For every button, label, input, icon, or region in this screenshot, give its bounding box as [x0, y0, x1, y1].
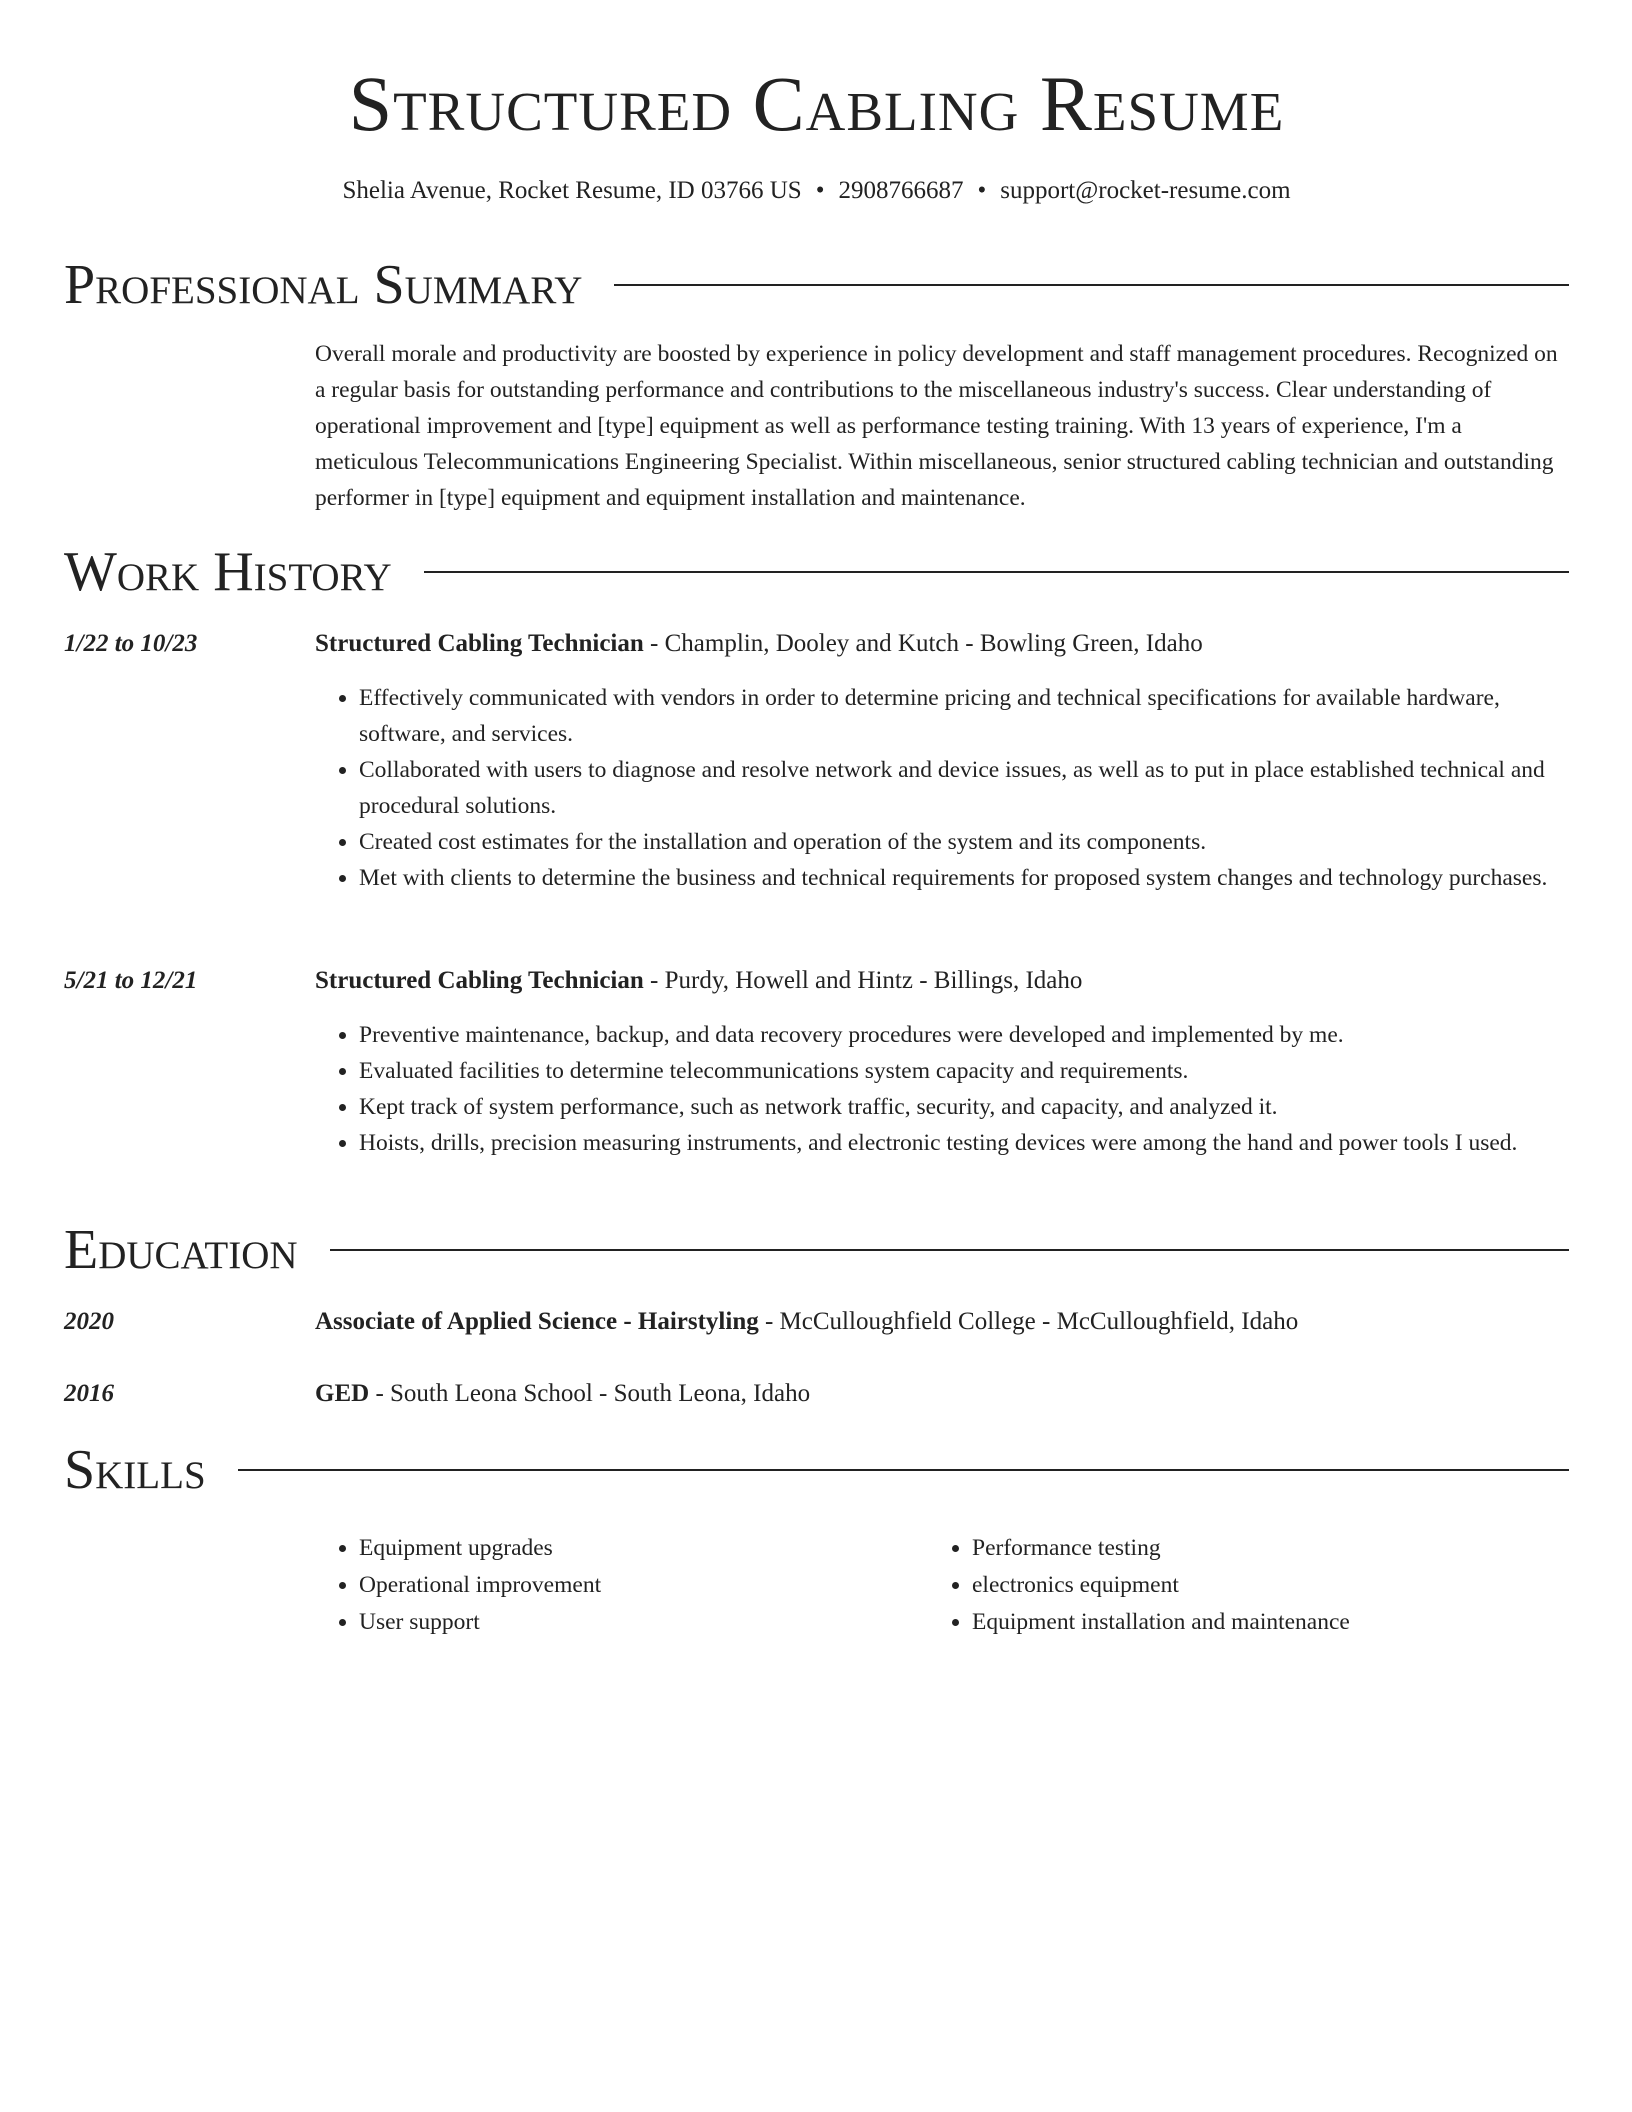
job-title-line	[315, 626, 1203, 662]
education-line	[315, 1304, 1298, 1340]
list-item: • Created cost estimates for the installation and operation of the system and its components.	[359, 824, 1569, 860]
list-item: • Effectively communicated with vendors in order to determine pricing and technical specifications for available hardware, software, and services.	[359, 680, 1569, 752]
education-year: 2016	[64, 1380, 114, 1407]
skills-heading: Skills	[64, 1439, 206, 1501]
skill-item: • Performance testing	[972, 1530, 1488, 1567]
address-text: Shelia Avenue, Rocket Resume, ID 03766 US	[342, 177, 802, 204]
job-role: Structured Cabling Technician	[315, 630, 644, 657]
contact-line	[64, 174, 1569, 208]
email-text: support@rocket-resume.com	[1000, 177, 1291, 204]
list-item: • Collaborated with users to diagnose and resolve network and device issues, as well as to put in place established technical and procedural solutions.	[359, 752, 1569, 824]
section-divider	[238, 1469, 1569, 1471]
skill-item: • electronics equipment	[972, 1567, 1488, 1604]
education-degree: Associate of Applied Science - Hairstyling	[315, 1308, 759, 1335]
job-details: - Champlin, Dooley and Kutch - Bowling Green, Idaho	[643, 630, 1203, 657]
resume-title: Structured Cabling Resume	[348, 60, 1285, 147]
job-dates: 1/22 to 10/23	[64, 630, 198, 657]
job-role: Structured Cabling Technician	[315, 967, 644, 994]
job-bullets	[315, 1017, 1569, 1161]
section-divider	[424, 571, 1569, 573]
phone-text: 2908766687	[838, 177, 964, 204]
job-dates: 5/21 to 12/21	[64, 967, 198, 994]
list-item: • Kept track of system performance, such as network traffic, security, and capacity, and analyzed it.	[359, 1089, 1569, 1125]
education-heading: Education	[64, 1219, 298, 1281]
summary-section-header	[64, 250, 1569, 320]
section-divider	[614, 284, 1569, 286]
education-section-header	[64, 1215, 1569, 1285]
section-divider	[330, 1249, 1569, 1251]
list-item: • Preventive maintenance, backup, and data recovery procedures were developed and implemented by me.	[359, 1017, 1569, 1053]
list-item: • Met with clients to determine the business and technical requirements for proposed system changes and technology purchases.	[359, 860, 1569, 896]
skill-item: • Equipment upgrades	[359, 1530, 875, 1567]
skill-item: • User support	[359, 1604, 875, 1641]
education-year: 2020	[64, 1308, 114, 1335]
education-line	[315, 1376, 810, 1412]
separator-dot: •	[815, 177, 825, 204]
list-item: • Hoists, drills, precision measuring instruments, and electronic testing devices were among the hand and power tools I used.	[359, 1125, 1569, 1161]
job-bullets	[315, 680, 1569, 896]
work-heading: Work History	[64, 541, 392, 603]
skill-item: • Operational improvement	[359, 1567, 875, 1604]
skill-item: • Equipment installation and maintenance	[972, 1604, 1488, 1641]
skills-section-header	[64, 1435, 1569, 1505]
separator-dot: •	[977, 177, 987, 204]
skills-list-right	[928, 1530, 1488, 1641]
skills-list-left	[315, 1530, 875, 1641]
education-degree: GED	[315, 1380, 370, 1407]
work-section-header	[64, 537, 1569, 607]
summary-heading: Professional Summary	[64, 254, 583, 316]
education-details: - South Leona School - South Leona, Idaho	[369, 1380, 811, 1407]
education-details: - McCulloughfield College - McCulloughfield, Idaho	[758, 1308, 1299, 1335]
job-title-line	[315, 963, 1082, 999]
list-item: • Evaluated facilities to determine telecommunications system capacity and requirements.	[359, 1053, 1569, 1089]
job-details: - Purdy, Howell and Hintz - Billings, Idaho	[643, 967, 1083, 994]
summary-text: Overall morale and productivity are boosted by experience in policy development and staff management procedures. Recognized on a regular basis for outstanding performance and contributions to the miscellaneous industry's success. Clear understanding of operational improvement and [type] equipment as well as performance testing training. With 13 years of experience, I'm a meticulous Telecommunications Engineering Specialist. Within miscellaneous, senior structured cabling technician and outstanding performer in [type] equipment and equipment installation and maintenance.	[315, 341, 1558, 511]
